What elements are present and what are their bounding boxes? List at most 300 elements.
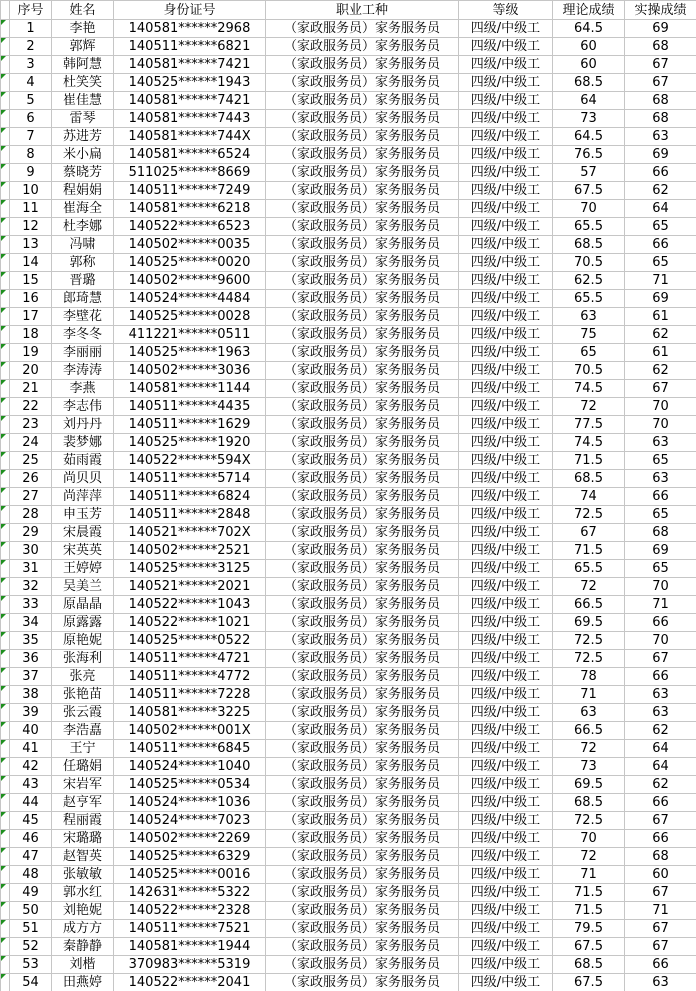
cell-occupation[interactable]: （家政服务员）家务服务员 [266, 776, 459, 794]
cell-level[interactable]: 四级/中级工 [459, 902, 553, 920]
cell-practical[interactable]: 67 [625, 920, 696, 938]
cell-name[interactable]: 张海利 [52, 650, 114, 668]
cell-level[interactable]: 四级/中级工 [459, 146, 553, 164]
cell-id[interactable]: 140502******3036 [114, 362, 266, 380]
cell-theory[interactable]: 78 [553, 668, 625, 686]
row-marker-cell[interactable] [1, 506, 10, 524]
cell-level[interactable]: 四级/中级工 [459, 38, 553, 56]
row-marker-cell[interactable] [1, 56, 10, 74]
cell-level[interactable]: 四级/中级工 [459, 326, 553, 344]
cell-level[interactable]: 四级/中级工 [459, 848, 553, 866]
cell-id[interactable]: 140521******702X [114, 524, 266, 542]
cell-level[interactable]: 四级/中级工 [459, 812, 553, 830]
cell-occupation[interactable]: （家政服务员）家务服务员 [266, 38, 459, 56]
cell-name[interactable]: 原晶晶 [52, 596, 114, 614]
row-marker-cell[interactable] [1, 614, 10, 632]
cell-theory[interactable]: 64 [553, 92, 625, 110]
cell-index[interactable]: 28 [10, 506, 52, 524]
row-marker-cell[interactable] [1, 740, 10, 758]
cell-name[interactable]: 蔡晓芳 [52, 164, 114, 182]
cell-theory[interactable]: 65.5 [553, 218, 625, 236]
cell-level[interactable]: 四级/中级工 [459, 398, 553, 416]
row-marker-cell[interactable] [1, 308, 10, 326]
cell-theory[interactable]: 62.5 [553, 272, 625, 290]
cell-theory[interactable]: 60 [553, 38, 625, 56]
cell-theory[interactable]: 73 [553, 110, 625, 128]
cell-practical[interactable]: 67 [625, 380, 696, 398]
cell-name[interactable]: 田燕婷 [52, 974, 114, 991]
header-occupation[interactable]: 职业工种 [266, 1, 459, 20]
cell-theory[interactable]: 72 [553, 398, 625, 416]
cell-practical[interactable]: 66 [625, 830, 696, 848]
cell-level[interactable]: 四级/中级工 [459, 758, 553, 776]
cell-practical[interactable]: 66 [625, 794, 696, 812]
cell-theory[interactable]: 68.5 [553, 794, 625, 812]
cell-occupation[interactable]: （家政服务员）家务服务员 [266, 794, 459, 812]
cell-name[interactable]: 苏进芳 [52, 128, 114, 146]
cell-level[interactable]: 四级/中级工 [459, 470, 553, 488]
cell-practical[interactable]: 71 [625, 596, 696, 614]
cell-level[interactable]: 四级/中级工 [459, 452, 553, 470]
cell-index[interactable]: 35 [10, 632, 52, 650]
cell-id[interactable]: 140581******7421 [114, 56, 266, 74]
cell-level[interactable]: 四级/中级工 [459, 74, 553, 92]
cell-id[interactable]: 140502******0035 [114, 236, 266, 254]
cell-theory[interactable]: 72.5 [553, 650, 625, 668]
cell-id[interactable]: 140524******4484 [114, 290, 266, 308]
row-marker-cell[interactable] [1, 362, 10, 380]
cell-index[interactable]: 34 [10, 614, 52, 632]
cell-index[interactable]: 54 [10, 974, 52, 991]
cell-practical[interactable]: 67 [625, 938, 696, 956]
cell-name[interactable]: 张敏敏 [52, 866, 114, 884]
cell-occupation[interactable]: （家政服务员）家务服务员 [266, 128, 459, 146]
cell-index[interactable]: 51 [10, 920, 52, 938]
row-marker-cell[interactable] [1, 164, 10, 182]
row-marker-cell[interactable] [1, 956, 10, 974]
cell-name[interactable]: 李壁花 [52, 308, 114, 326]
cell-theory[interactable]: 71.5 [553, 902, 625, 920]
cell-id[interactable]: 140581******3225 [114, 704, 266, 722]
cell-occupation[interactable]: （家政服务员）家务服务员 [266, 506, 459, 524]
cell-practical[interactable]: 61 [625, 308, 696, 326]
cell-theory[interactable]: 66.5 [553, 722, 625, 740]
cell-level[interactable]: 四级/中级工 [459, 866, 553, 884]
row-marker-cell[interactable] [1, 110, 10, 128]
cell-name[interactable]: 王婷婷 [52, 560, 114, 578]
cell-theory[interactable]: 64.5 [553, 128, 625, 146]
cell-id[interactable]: 140511******7228 [114, 686, 266, 704]
cell-name[interactable]: 刘楷 [52, 956, 114, 974]
cell-practical[interactable]: 68 [625, 524, 696, 542]
cell-theory[interactable]: 72 [553, 848, 625, 866]
cell-index[interactable]: 16 [10, 290, 52, 308]
cell-occupation[interactable]: （家政服务员）家务服务员 [266, 722, 459, 740]
cell-occupation[interactable]: （家政服务员）家务服务员 [266, 200, 459, 218]
cell-id[interactable]: 140581******744X [114, 128, 266, 146]
cell-name[interactable]: 晋璐 [52, 272, 114, 290]
row-marker-cell[interactable] [1, 272, 10, 290]
row-marker-cell[interactable] [1, 380, 10, 398]
header-practical[interactable]: 实操成绩 [625, 1, 696, 20]
cell-id[interactable]: 140511******4772 [114, 668, 266, 686]
cell-name[interactable]: 宋岩军 [52, 776, 114, 794]
cell-level[interactable]: 四级/中级工 [459, 488, 553, 506]
cell-id[interactable]: 140581******2968 [114, 20, 266, 38]
cell-theory[interactable]: 71 [553, 866, 625, 884]
header-id[interactable]: 身份证号 [114, 1, 266, 20]
cell-name[interactable]: 雷琴 [52, 110, 114, 128]
cell-id[interactable]: 140522******1043 [114, 596, 266, 614]
row-marker-cell[interactable] [1, 560, 10, 578]
cell-practical[interactable]: 63 [625, 470, 696, 488]
cell-theory[interactable]: 74.5 [553, 434, 625, 452]
cell-id[interactable]: 140502******2521 [114, 542, 266, 560]
cell-index[interactable]: 41 [10, 740, 52, 758]
cell-name[interactable]: 刘丹丹 [52, 416, 114, 434]
cell-occupation[interactable]: （家政服务员）家务服务员 [266, 884, 459, 902]
cell-name[interactable]: 李艳 [52, 20, 114, 38]
cell-name[interactable]: 宋英英 [52, 542, 114, 560]
cell-id[interactable]: 142631******5322 [114, 884, 266, 902]
cell-index[interactable]: 18 [10, 326, 52, 344]
cell-level[interactable]: 四级/中级工 [459, 578, 553, 596]
row-marker-cell[interactable] [1, 722, 10, 740]
cell-id[interactable]: 140511******7521 [114, 920, 266, 938]
cell-practical[interactable]: 65 [625, 452, 696, 470]
cell-index[interactable]: 7 [10, 128, 52, 146]
cell-id[interactable]: 370983******5319 [114, 956, 266, 974]
cell-theory[interactable]: 72 [553, 578, 625, 596]
cell-name[interactable]: 李丽丽 [52, 344, 114, 362]
cell-practical[interactable]: 70 [625, 398, 696, 416]
row-marker-cell[interactable] [1, 326, 10, 344]
cell-occupation[interactable]: （家政服务员）家务服务员 [266, 866, 459, 884]
cell-practical[interactable]: 62 [625, 776, 696, 794]
cell-id[interactable]: 140525******3125 [114, 560, 266, 578]
cell-index[interactable]: 50 [10, 902, 52, 920]
cell-occupation[interactable]: （家政服务员）家务服务员 [266, 596, 459, 614]
cell-level[interactable]: 四级/中级工 [459, 542, 553, 560]
cell-name[interactable]: 宋晨霞 [52, 524, 114, 542]
cell-name[interactable]: 赵智英 [52, 848, 114, 866]
cell-theory[interactable]: 77.5 [553, 416, 625, 434]
cell-level[interactable]: 四级/中级工 [459, 596, 553, 614]
cell-index[interactable]: 8 [10, 146, 52, 164]
row-marker-cell[interactable] [1, 128, 10, 146]
cell-occupation[interactable]: （家政服务员）家务服务员 [266, 542, 459, 560]
cell-occupation[interactable]: （家政服务员）家务服务员 [266, 632, 459, 650]
cell-level[interactable]: 四级/中级工 [459, 722, 553, 740]
cell-theory[interactable]: 63 [553, 308, 625, 326]
cell-id[interactable]: 140511******1629 [114, 416, 266, 434]
cell-id[interactable]: 140521******2021 [114, 578, 266, 596]
cell-practical[interactable]: 63 [625, 128, 696, 146]
cell-practical[interactable]: 66 [625, 668, 696, 686]
cell-level[interactable]: 四级/中级工 [459, 920, 553, 938]
cell-theory[interactable]: 72 [553, 740, 625, 758]
row-marker-cell[interactable] [1, 974, 10, 991]
row-marker-cell[interactable] [1, 668, 10, 686]
row-marker-cell[interactable] [1, 38, 10, 56]
cell-id[interactable]: 140525******0020 [114, 254, 266, 272]
header-level[interactable]: 等级 [459, 1, 553, 20]
cell-level[interactable]: 四级/中级工 [459, 200, 553, 218]
cell-index[interactable]: 17 [10, 308, 52, 326]
cell-theory[interactable]: 72.5 [553, 812, 625, 830]
row-marker-cell[interactable] [1, 74, 10, 92]
cell-id[interactable]: 140525******1963 [114, 344, 266, 362]
cell-occupation[interactable]: （家政服务员）家务服务员 [266, 182, 459, 200]
cell-level[interactable]: 四级/中级工 [459, 182, 553, 200]
cell-level[interactable]: 四级/中级工 [459, 92, 553, 110]
cell-name[interactable]: 郭水红 [52, 884, 114, 902]
cell-index[interactable]: 10 [10, 182, 52, 200]
cell-name[interactable]: 米小扁 [52, 146, 114, 164]
cell-name[interactable]: 李冬冬 [52, 326, 114, 344]
header-theory[interactable]: 理论成绩 [553, 1, 625, 20]
cell-practical[interactable]: 68 [625, 38, 696, 56]
cell-practical[interactable]: 64 [625, 758, 696, 776]
cell-name[interactable]: 王宁 [52, 740, 114, 758]
cell-index[interactable]: 42 [10, 758, 52, 776]
cell-occupation[interactable]: （家政服务员）家务服务员 [266, 434, 459, 452]
row-marker-cell[interactable] [1, 596, 10, 614]
row-marker-cell[interactable] [1, 434, 10, 452]
cell-level[interactable]: 四级/中级工 [459, 254, 553, 272]
cell-index[interactable]: 30 [10, 542, 52, 560]
cell-occupation[interactable]: （家政服务员）家务服务员 [266, 902, 459, 920]
cell-theory[interactable]: 60 [553, 56, 625, 74]
cell-index[interactable]: 13 [10, 236, 52, 254]
cell-level[interactable]: 四级/中级工 [459, 344, 553, 362]
cell-index[interactable]: 44 [10, 794, 52, 812]
cell-occupation[interactable]: （家政服务员）家务服务员 [266, 380, 459, 398]
cell-name[interactable]: 申玉芳 [52, 506, 114, 524]
row-marker-cell[interactable] [1, 650, 10, 668]
row-marker-cell[interactable] [1, 542, 10, 560]
cell-practical[interactable]: 70 [625, 578, 696, 596]
cell-theory[interactable]: 69.5 [553, 614, 625, 632]
cell-level[interactable]: 四级/中级工 [459, 380, 553, 398]
cell-practical[interactable]: 62 [625, 182, 696, 200]
cell-practical[interactable]: 66 [625, 164, 696, 182]
cell-level[interactable]: 四级/中级工 [459, 416, 553, 434]
cell-theory[interactable]: 67.5 [553, 182, 625, 200]
cell-theory[interactable]: 71.5 [553, 884, 625, 902]
cell-index[interactable]: 11 [10, 200, 52, 218]
cell-occupation[interactable]: （家政服务员）家务服务员 [266, 272, 459, 290]
cell-id[interactable]: 140524******1040 [114, 758, 266, 776]
header-marker-cell[interactable] [1, 1, 10, 20]
cell-index[interactable]: 19 [10, 344, 52, 362]
cell-index[interactable]: 37 [10, 668, 52, 686]
cell-index[interactable]: 26 [10, 470, 52, 488]
cell-practical[interactable]: 70 [625, 416, 696, 434]
cell-name[interactable]: 韩阿慧 [52, 56, 114, 74]
cell-theory[interactable]: 63 [553, 704, 625, 722]
cell-id[interactable]: 140524******1036 [114, 794, 266, 812]
cell-id[interactable]: 140525******0534 [114, 776, 266, 794]
cell-practical[interactable]: 66 [625, 956, 696, 974]
cell-occupation[interactable]: （家政服务员）家务服务员 [266, 488, 459, 506]
row-marker-cell[interactable] [1, 848, 10, 866]
cell-theory[interactable]: 72.5 [553, 632, 625, 650]
row-marker-cell[interactable] [1, 470, 10, 488]
cell-level[interactable]: 四级/中级工 [459, 524, 553, 542]
cell-id[interactable]: 140581******1144 [114, 380, 266, 398]
cell-occupation[interactable]: （家政服务员）家务服务员 [266, 452, 459, 470]
cell-index[interactable]: 32 [10, 578, 52, 596]
cell-practical[interactable]: 64 [625, 740, 696, 758]
cell-id[interactable]: 140511******6845 [114, 740, 266, 758]
cell-occupation[interactable]: （家政服务员）家务服务员 [266, 20, 459, 38]
cell-level[interactable]: 四级/中级工 [459, 434, 553, 452]
cell-id[interactable]: 140525******1920 [114, 434, 266, 452]
cell-occupation[interactable]: （家政服务员）家务服务员 [266, 686, 459, 704]
cell-index[interactable]: 46 [10, 830, 52, 848]
cell-theory[interactable]: 64.5 [553, 20, 625, 38]
cell-level[interactable]: 四级/中级工 [459, 362, 553, 380]
cell-level[interactable]: 四级/中级工 [459, 974, 553, 991]
cell-occupation[interactable]: （家政服务员）家务服务员 [266, 470, 459, 488]
cell-theory[interactable]: 68.5 [553, 236, 625, 254]
cell-practical[interactable]: 63 [625, 434, 696, 452]
row-marker-cell[interactable] [1, 146, 10, 164]
cell-name[interactable]: 原艳妮 [52, 632, 114, 650]
row-marker-cell[interactable] [1, 938, 10, 956]
cell-theory[interactable]: 71 [553, 686, 625, 704]
row-marker-cell[interactable] [1, 578, 10, 596]
row-marker-cell[interactable] [1, 776, 10, 794]
cell-theory[interactable]: 67.5 [553, 974, 625, 991]
cell-id[interactable]: 140581******1944 [114, 938, 266, 956]
cell-id[interactable]: 140522******2041 [114, 974, 266, 991]
row-marker-cell[interactable] [1, 290, 10, 308]
header-index[interactable]: 序号 [10, 1, 52, 20]
cell-theory[interactable]: 68.5 [553, 470, 625, 488]
cell-id[interactable]: 140581******6524 [114, 146, 266, 164]
cell-level[interactable]: 四级/中级工 [459, 164, 553, 182]
cell-practical[interactable]: 62 [625, 362, 696, 380]
cell-theory[interactable]: 70 [553, 200, 625, 218]
cell-practical[interactable]: 67 [625, 884, 696, 902]
cell-occupation[interactable]: （家政服务员）家务服务员 [266, 110, 459, 128]
cell-index[interactable]: 12 [10, 218, 52, 236]
row-marker-cell[interactable] [1, 452, 10, 470]
cell-id[interactable]: 140511******6824 [114, 488, 266, 506]
cell-id[interactable]: 140525******6329 [114, 848, 266, 866]
cell-level[interactable]: 四级/中级工 [459, 218, 553, 236]
cell-level[interactable]: 四级/中级工 [459, 20, 553, 38]
cell-id[interactable]: 140524******7023 [114, 812, 266, 830]
cell-practical[interactable]: 62 [625, 722, 696, 740]
cell-name[interactable]: 冯啸 [52, 236, 114, 254]
cell-occupation[interactable]: （家政服务员）家务服务员 [266, 326, 459, 344]
cell-name[interactable]: 秦静静 [52, 938, 114, 956]
cell-index[interactable]: 27 [10, 488, 52, 506]
cell-theory[interactable]: 76.5 [553, 146, 625, 164]
cell-name[interactable]: 尚萍萍 [52, 488, 114, 506]
cell-level[interactable]: 四级/中级工 [459, 668, 553, 686]
cell-practical[interactable]: 63 [625, 974, 696, 991]
cell-theory[interactable]: 71.5 [553, 452, 625, 470]
row-marker-cell[interactable] [1, 200, 10, 218]
cell-index[interactable]: 5 [10, 92, 52, 110]
cell-name[interactable]: 李志伟 [52, 398, 114, 416]
cell-occupation[interactable]: （家政服务员）家务服务员 [266, 578, 459, 596]
cell-level[interactable]: 四级/中级工 [459, 884, 553, 902]
cell-index[interactable]: 53 [10, 956, 52, 974]
row-marker-cell[interactable] [1, 20, 10, 38]
cell-practical[interactable]: 65 [625, 254, 696, 272]
cell-occupation[interactable]: （家政服务员）家务服务员 [266, 740, 459, 758]
cell-id[interactable]: 140511******5714 [114, 470, 266, 488]
cell-name[interactable]: 任璐娟 [52, 758, 114, 776]
row-marker-cell[interactable] [1, 920, 10, 938]
row-marker-cell[interactable] [1, 632, 10, 650]
cell-occupation[interactable]: （家政服务员）家务服务员 [266, 956, 459, 974]
cell-occupation[interactable]: （家政服务员）家务服务员 [266, 56, 459, 74]
cell-occupation[interactable]: （家政服务员）家务服务员 [266, 164, 459, 182]
cell-practical[interactable]: 71 [625, 272, 696, 290]
cell-index[interactable]: 33 [10, 596, 52, 614]
row-marker-cell[interactable] [1, 686, 10, 704]
cell-practical[interactable]: 69 [625, 542, 696, 560]
cell-occupation[interactable]: （家政服务员）家务服务员 [266, 398, 459, 416]
cell-name[interactable]: 茹雨霞 [52, 452, 114, 470]
cell-theory[interactable]: 74.5 [553, 380, 625, 398]
cell-practical[interactable]: 69 [625, 20, 696, 38]
cell-index[interactable]: 4 [10, 74, 52, 92]
cell-theory[interactable]: 65.5 [553, 560, 625, 578]
cell-index[interactable]: 49 [10, 884, 52, 902]
cell-level[interactable]: 四级/中级工 [459, 614, 553, 632]
cell-occupation[interactable]: （家政服务员）家务服务员 [266, 668, 459, 686]
cell-level[interactable]: 四级/中级工 [459, 632, 553, 650]
cell-id[interactable]: 140581******6218 [114, 200, 266, 218]
cell-practical[interactable]: 60 [625, 866, 696, 884]
cell-occupation[interactable]: （家政服务员）家务服务员 [266, 344, 459, 362]
row-marker-cell[interactable] [1, 866, 10, 884]
cell-theory[interactable]: 70.5 [553, 362, 625, 380]
cell-theory[interactable]: 68.5 [553, 74, 625, 92]
cell-name[interactable]: 张亮 [52, 668, 114, 686]
cell-index[interactable]: 52 [10, 938, 52, 956]
cell-practical[interactable]: 66 [625, 614, 696, 632]
cell-practical[interactable]: 68 [625, 848, 696, 866]
cell-occupation[interactable]: （家政服务员）家务服务员 [266, 848, 459, 866]
cell-id[interactable]: 140522******594X [114, 452, 266, 470]
cell-id[interactable]: 140525******0028 [114, 308, 266, 326]
row-marker-cell[interactable] [1, 218, 10, 236]
cell-practical[interactable]: 69 [625, 290, 696, 308]
cell-index[interactable]: 40 [10, 722, 52, 740]
cell-level[interactable]: 四级/中级工 [459, 56, 553, 74]
cell-occupation[interactable]: （家政服务员）家务服务员 [266, 290, 459, 308]
cell-id[interactable]: 140511******7249 [114, 182, 266, 200]
cell-index[interactable]: 20 [10, 362, 52, 380]
cell-name[interactable]: 刘艳妮 [52, 902, 114, 920]
row-marker-cell[interactable] [1, 488, 10, 506]
cell-index[interactable]: 25 [10, 452, 52, 470]
cell-id[interactable]: 140511******2848 [114, 506, 266, 524]
cell-index[interactable]: 38 [10, 686, 52, 704]
cell-index[interactable]: 15 [10, 272, 52, 290]
cell-theory[interactable]: 65.5 [553, 290, 625, 308]
cell-occupation[interactable]: （家政服务员）家务服务员 [266, 308, 459, 326]
cell-index[interactable]: 48 [10, 866, 52, 884]
